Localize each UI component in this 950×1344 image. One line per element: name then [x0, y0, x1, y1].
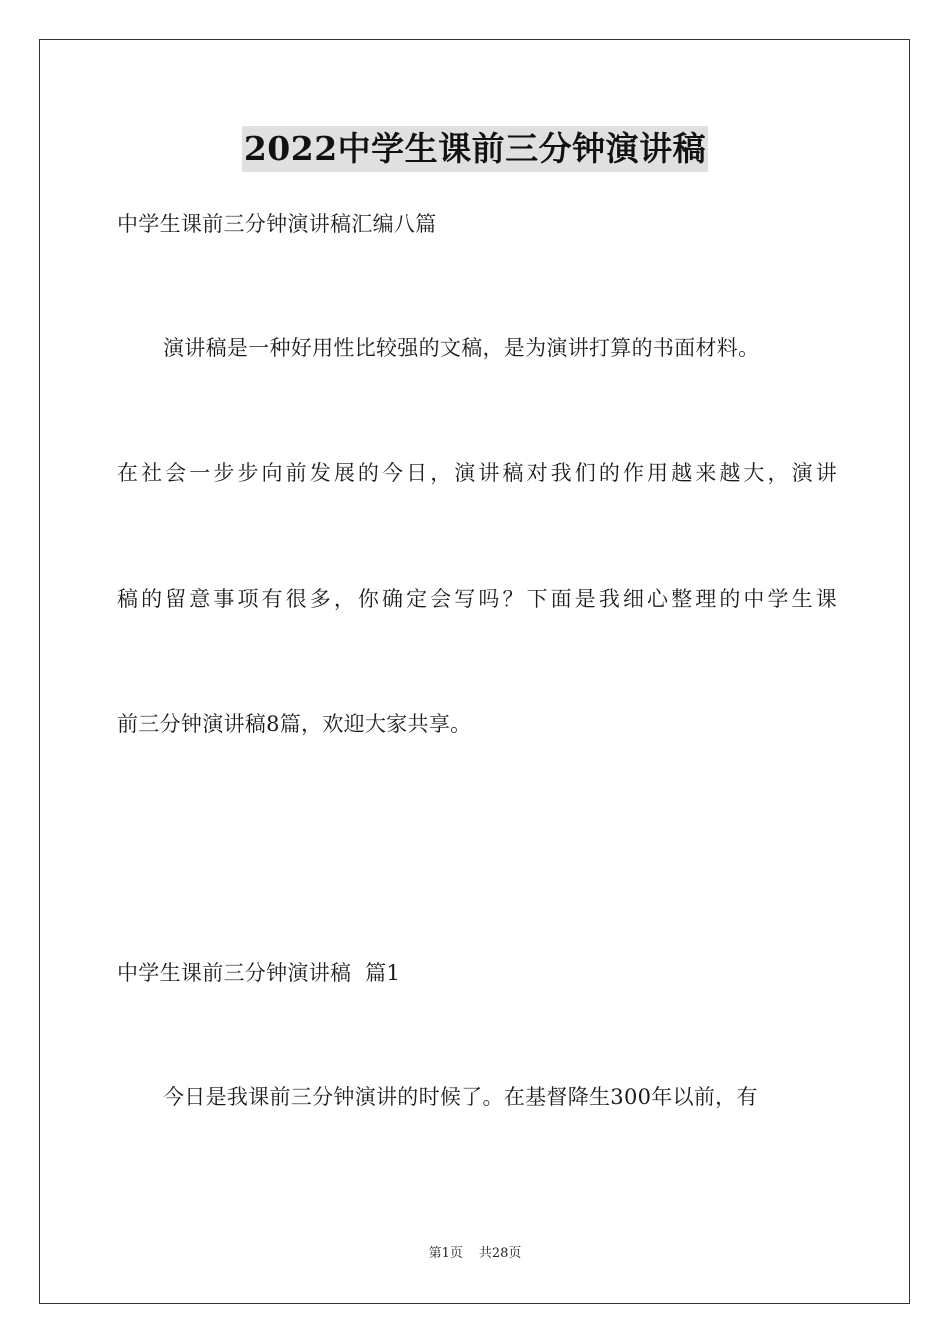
intro-line-2: 在社会一步步向前发展的今日，演讲稿对我们的作用越来越大，演讲	[117, 461, 837, 485]
document-subtitle: 中学生课前三分钟演讲稿汇编八篇	[117, 212, 437, 236]
intro-line-1: 演讲稿是一种好用性比较强的文稿，是为演讲打算的书面材料。	[163, 336, 760, 360]
page-number: 第1页	[428, 1246, 463, 1261]
section-heading: 中学生课前三分钟演讲稿 篇1	[117, 961, 401, 985]
page-total: 共28页	[478, 1246, 522, 1261]
document-title-text: 2022中学生课前三分钟演讲稿	[242, 126, 708, 172]
page-footer	[0, 1245, 950, 1263]
section-paragraph-line: 今日是我课前三分钟演讲的时候了。在基督降生300年以前，有	[163, 1085, 758, 1109]
intro-line-4: 前三分钟演讲稿8篇，欢迎大家共享。	[117, 712, 472, 736]
document-title	[0, 126, 950, 172]
intro-line-3: 稿的留意事项有很多，你确定会写吗？下面是我细心整理的中学生课	[117, 587, 837, 611]
